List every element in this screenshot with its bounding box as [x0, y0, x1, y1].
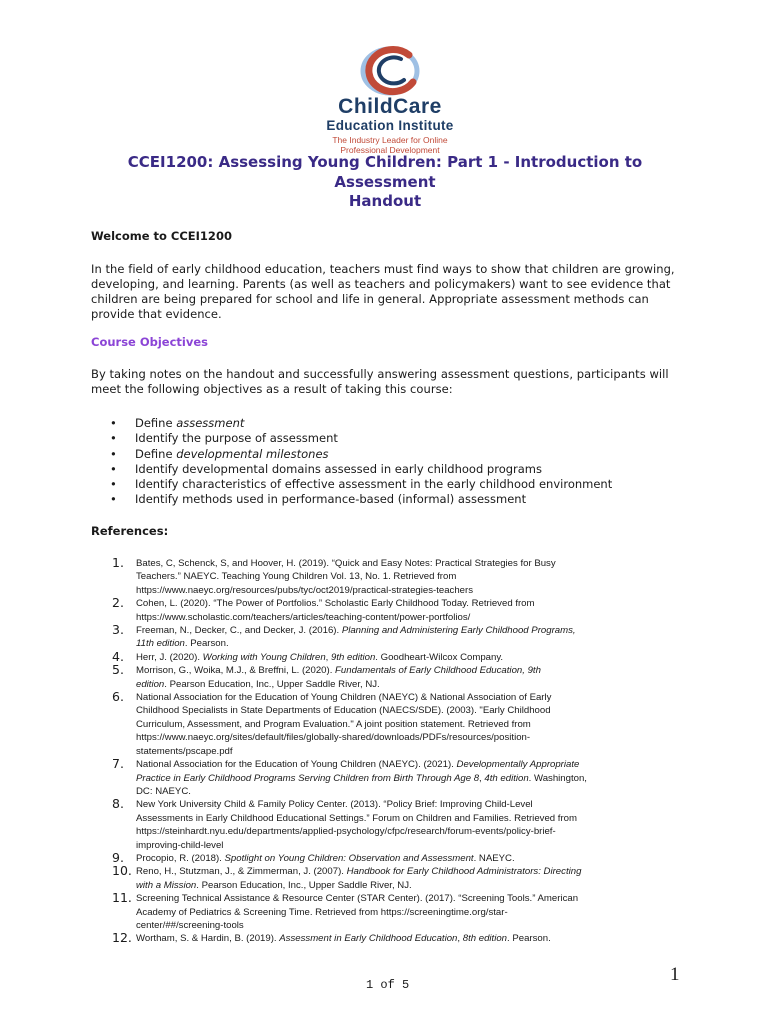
reference-title: Practice in Early Childhood Programs Serving Children from Birth Through Age 8 [136, 772, 480, 784]
reference-line [136, 745, 672, 758]
reference-number: 10. [112, 863, 132, 879]
reference-text: center/##/screening-tools [136, 919, 244, 931]
welcome-heading: Welcome to CCEI1200 [91, 229, 232, 243]
reference-item [112, 849, 672, 865]
reference-text: https://www.scholastic.com/teachers/articles/teaching-content/power-portfolios/ [136, 611, 471, 623]
reference-text: Childhood Specialists in State Departments of Education (NAECS/SDE). (2003). "Early Childhood [136, 705, 551, 717]
reference-line [136, 651, 672, 664]
reference-line [136, 731, 672, 744]
reference-item [112, 664, 672, 691]
reference-title: with a Mission [136, 879, 197, 891]
reference-item [112, 557, 672, 597]
objectives-intro-line: meet the following objectives as a result of taking this course: [91, 382, 453, 396]
reference-text: Curriculum, Assessment, and Program Evaluation." A joint position statement. Retrieved from [136, 718, 531, 730]
reference-line [136, 812, 672, 825]
reference-line [136, 624, 672, 637]
reference-line [136, 557, 672, 570]
reference-item [112, 648, 672, 664]
reference-title: Planning and Administering Early Childhood Programs, [341, 625, 576, 637]
reference-text: Procopio, R. (2018). [136, 852, 225, 864]
bullet-icon: • [110, 477, 117, 492]
reference-item [112, 865, 672, 892]
handout-title [70, 153, 700, 212]
bullet-icon: • [110, 431, 117, 446]
reference-text: New York University Child & Family Policy Center. (2013). “Policy Brief: Improving Child-Level [136, 799, 533, 811]
reference-line [136, 597, 672, 610]
reference-text: https://www.naeyc.org/sites/default/files/globally-shared/downloads/PDFs/resources/position- [136, 732, 531, 744]
reference-line [136, 704, 672, 717]
reference-text: statements/pscape.pdf [136, 745, 233, 757]
reference-title: Spotlight on Young Children: Observation and Assessment [224, 852, 474, 864]
reference-title: edition [136, 678, 165, 690]
reference-line [136, 691, 672, 704]
objective-text: Define [135, 416, 177, 430]
objectives-intro-line: By taking notes on the handout and successfully answering assessment questions, participants will [91, 367, 669, 381]
logo-name-line2: Education Institute [326, 118, 454, 133]
reference-text: National Association for the Education of Young Children (NAEYC). (2021). [136, 759, 457, 771]
reference-text: Academy of Pediatrics & Screening Time. Retrieved from https://screeningtime.org/star- [136, 906, 508, 918]
objective-text: Define [135, 446, 177, 461]
reference-number: 2. [112, 595, 124, 611]
reference-line [136, 865, 672, 878]
reference-line [136, 879, 672, 892]
objective-emphasis: developmental milestones [176, 446, 329, 461]
reference-text: Bates, C, Schenck, S, and Hoover, H. (2019). “Quick and Easy Notes: Practical Strategies for Busy [136, 558, 556, 569]
objective-text: Identify methods used in performance-based (informal) assessment [135, 492, 527, 507]
page-mark: 1 [670, 964, 680, 985]
reference-text: Freeman, N., Decker, C., and Decker, J. (2016). [136, 625, 342, 637]
bullet-icon: • [110, 446, 117, 461]
reference-number: 1. [112, 555, 124, 570]
reference-number: 3. [112, 622, 124, 638]
reference-text: . Pearson Education, Inc., Upper Saddle River, NJ. [196, 879, 412, 891]
intro-line: provide that evidence. [91, 307, 222, 321]
objective-text: Identify developmental domains assessed in early childhood programs [135, 461, 543, 476]
reference-text: https://www.naeyc.org/resources/pubs/tyc/oct2019/practical-strategies-teachers [136, 584, 474, 596]
objectives-list [110, 416, 612, 508]
reference-line [136, 758, 672, 771]
reference-line [136, 637, 672, 650]
reference-text: National Association for the Education of Young Children (NAEYC) & National Association of Early [136, 692, 552, 704]
objective-item [110, 462, 612, 477]
reference-text: . Pearson. [507, 933, 551, 945]
reference-line [136, 570, 672, 583]
reference-line [136, 611, 672, 624]
ccei-logo [305, 46, 475, 154]
objective-text: Identify the purpose of assessment [135, 431, 338, 446]
objective-item [110, 492, 612, 507]
logo-name-line1: ChildCare [338, 95, 442, 118]
reference-number: 11. [112, 890, 132, 906]
reference-title: Handbook for Early Childhood Administrators: Directing [346, 866, 582, 878]
reference-line [136, 892, 672, 905]
objective-item [110, 447, 612, 462]
reference-text: . Washington, [528, 772, 587, 784]
reference-item [112, 932, 672, 945]
title-line-3: Handout [348, 192, 422, 210]
intro-line: In the field of early childhood education, teachers must find ways to show that children are growing, [91, 262, 675, 276]
logo-tagline-line1: The Industry Leader for Online [332, 135, 448, 145]
reference-line [136, 852, 672, 865]
reference-text: Herr, J. (2020). [136, 651, 203, 663]
reference-text: Screening Technical Assistance & Resource Center (STAR Center). (2017). “Screening Tools.” American [136, 893, 579, 905]
reference-item [112, 758, 672, 798]
reference-line [136, 906, 672, 919]
page-number: 1 of 5 [366, 978, 410, 992]
reference-text: , [325, 651, 332, 663]
reference-title: Working with Young Children [202, 651, 326, 663]
reference-line [136, 825, 672, 838]
title-line-1: CCEI1200: Assessing Young Children: Part 1 - Introduction to [127, 153, 643, 171]
reference-number: 7. [112, 756, 124, 772]
intro-line: children are being prepared for school and life in general. Appropriate assessment methods can [91, 292, 649, 306]
reference-line [136, 785, 672, 798]
reference-item [112, 691, 672, 758]
reference-line [136, 772, 672, 785]
reference-title: Developmentally Appropriate [456, 759, 580, 771]
reference-text: Cohen, L. (2020). “The Power of Portfolios.” Scholastic Early Childhood Today. Retrieved from [136, 598, 535, 610]
objectives-heading: Course Objectives [91, 335, 208, 349]
bullet-icon: • [110, 461, 117, 476]
reference-text: Assessments in Early Childhood Educational Settings.” Forum on Children and Families. Retrieved from [136, 812, 577, 824]
reference-text: Wortham, S. & Hardin, B. (2019). [136, 933, 280, 945]
objective-item [110, 477, 612, 492]
reference-text: DC: NAEYC. [136, 785, 191, 797]
objective-emphasis: assessment [176, 416, 245, 430]
reference-item [112, 624, 672, 651]
reference-line [136, 932, 672, 945]
swirl-logo-icon [359, 46, 421, 96]
reference-number: 9. [112, 849, 124, 865]
reference-line [136, 919, 672, 932]
reference-text: . Pearson Education, Inc., Upper Saddle River, NJ. [164, 678, 380, 690]
references-list [112, 557, 672, 946]
reference-text: Teachers.” NAEYC. Teaching Young Children Vol. 13, No. 1. Retrieved from [136, 571, 457, 583]
reference-title: 8th edition [462, 933, 508, 945]
reference-line [136, 798, 672, 811]
objectives-intro [91, 367, 691, 397]
objective-item [110, 416, 612, 431]
intro-paragraph [91, 262, 691, 322]
reference-title: 9th edition [331, 651, 376, 663]
reference-title: Fundamentals of Early Childhood Education, 9th [335, 665, 541, 677]
reference-number: 12. [112, 930, 132, 946]
logo-tagline-line2: Professional Development [340, 145, 440, 155]
reference-text: . Pearson. [184, 638, 229, 650]
reference-text: Morrison, G., Woika, M.J., & Breffni, L. (2020). [136, 665, 336, 677]
reference-title: 11th edition [136, 638, 185, 650]
reference-number: 6. [112, 689, 124, 705]
reference-title: Assessment in Early Childhood Education [279, 933, 458, 945]
reference-number: 8. [112, 796, 124, 812]
reference-line [136, 584, 672, 597]
reference-line [136, 678, 672, 691]
reference-item [112, 798, 672, 852]
reference-text: Reno, H., Stutzman, J., & Zimmerman, J. (2007). [136, 866, 347, 878]
objective-text: Identify characteristics of effective assessment in the early childhood environment [135, 477, 613, 492]
title-line-2: Assessment [334, 172, 436, 191]
reference-title: 4th edition [484, 772, 529, 784]
objective-item [110, 431, 612, 446]
bullet-icon: • [110, 492, 117, 507]
reference-number: 4. [112, 648, 124, 664]
references-heading: References: [91, 524, 169, 538]
reference-text: https://steinhardt.nyu.edu/departments/applied-psychology/cfpc/research/forum-events/policy-brief- [136, 826, 556, 838]
reference-line [136, 664, 672, 677]
bullet-icon: • [110, 416, 117, 430]
reference-text: improving-child-level [136, 839, 224, 851]
reference-line [136, 718, 672, 731]
reference-line [136, 839, 672, 852]
reference-item [112, 892, 672, 932]
reference-number: 5. [112, 662, 124, 678]
reference-text: . NAEYC. [473, 852, 515, 864]
reference-text: , [457, 933, 463, 945]
intro-line: developing, and learning. Parents (as well as teachers and policymakers) want to see evidence that [91, 277, 671, 291]
reference-text: . Goodheart-Wilcox Company. [375, 651, 504, 663]
reference-item [112, 597, 672, 624]
reference-text: , [479, 772, 485, 784]
